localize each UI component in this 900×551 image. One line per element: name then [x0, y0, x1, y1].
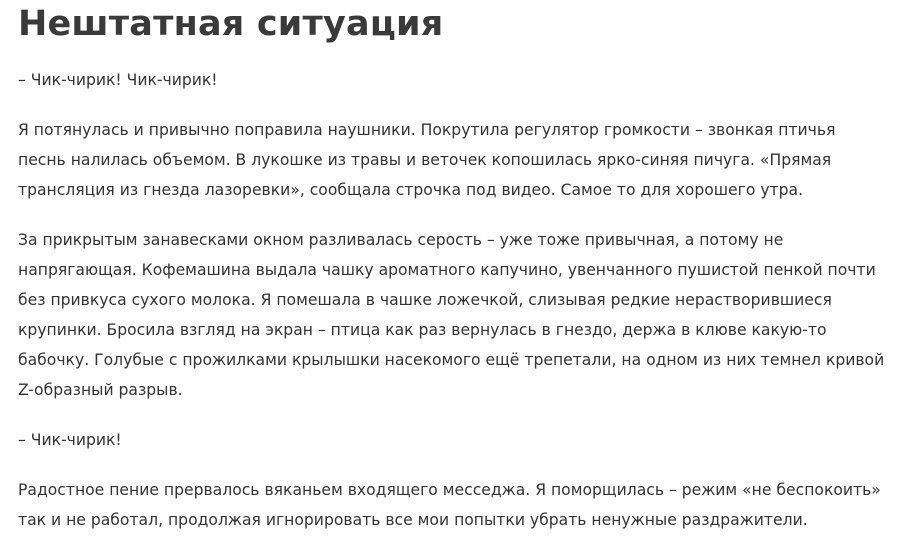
paragraph-3: За прикрытым занавесками окном разливалась серость – уже тоже привычная, а потому не напрягающая. Кофемашина выдала чашку ароматного капучино, увенчанного пушистой пенкой почти без привкуса сухого молока. Я помешала в чашке ложечкой, слизывая редкие нерастворившиеся крупинки. Бросила взгляд на экран – птица как раз вернулась в гнездо, держа в клюве какую-то бабочку. Голубые с прожилками крылышки насекомого ещё трепетали, на одном из них темнел кривой Z-образный разрыв.	[18, 231, 885, 399]
article-body	[18, 65, 888, 535]
article-title: Нештатная ситуация	[18, 4, 444, 44]
paragraph-1: – Чик-чирик! Чик-чирик!	[18, 71, 218, 89]
article	[18, 0, 888, 535]
paragraph-5: Радостное пение прервалось вяканьем входящего месседжа. Я поморщилась – режим «не беспокоить» так и не работал, продолжая игнорировать все мои попытки убрать ненужные раздражители.	[18, 481, 881, 529]
paragraph-4: – Чик-чирик!	[18, 431, 122, 449]
paragraph-2: Я потянулась и привычно поправила наушники. Покрутила регулятор громкости – звонкая птичья песнь налилась объемом. В лукошке из травы и веточек копошилась ярко-синяя пичуга. «Прямая трансляция из гнезда лазоревки», сообщала строчка под видео. Самое то для хорошего утра.	[18, 121, 836, 199]
